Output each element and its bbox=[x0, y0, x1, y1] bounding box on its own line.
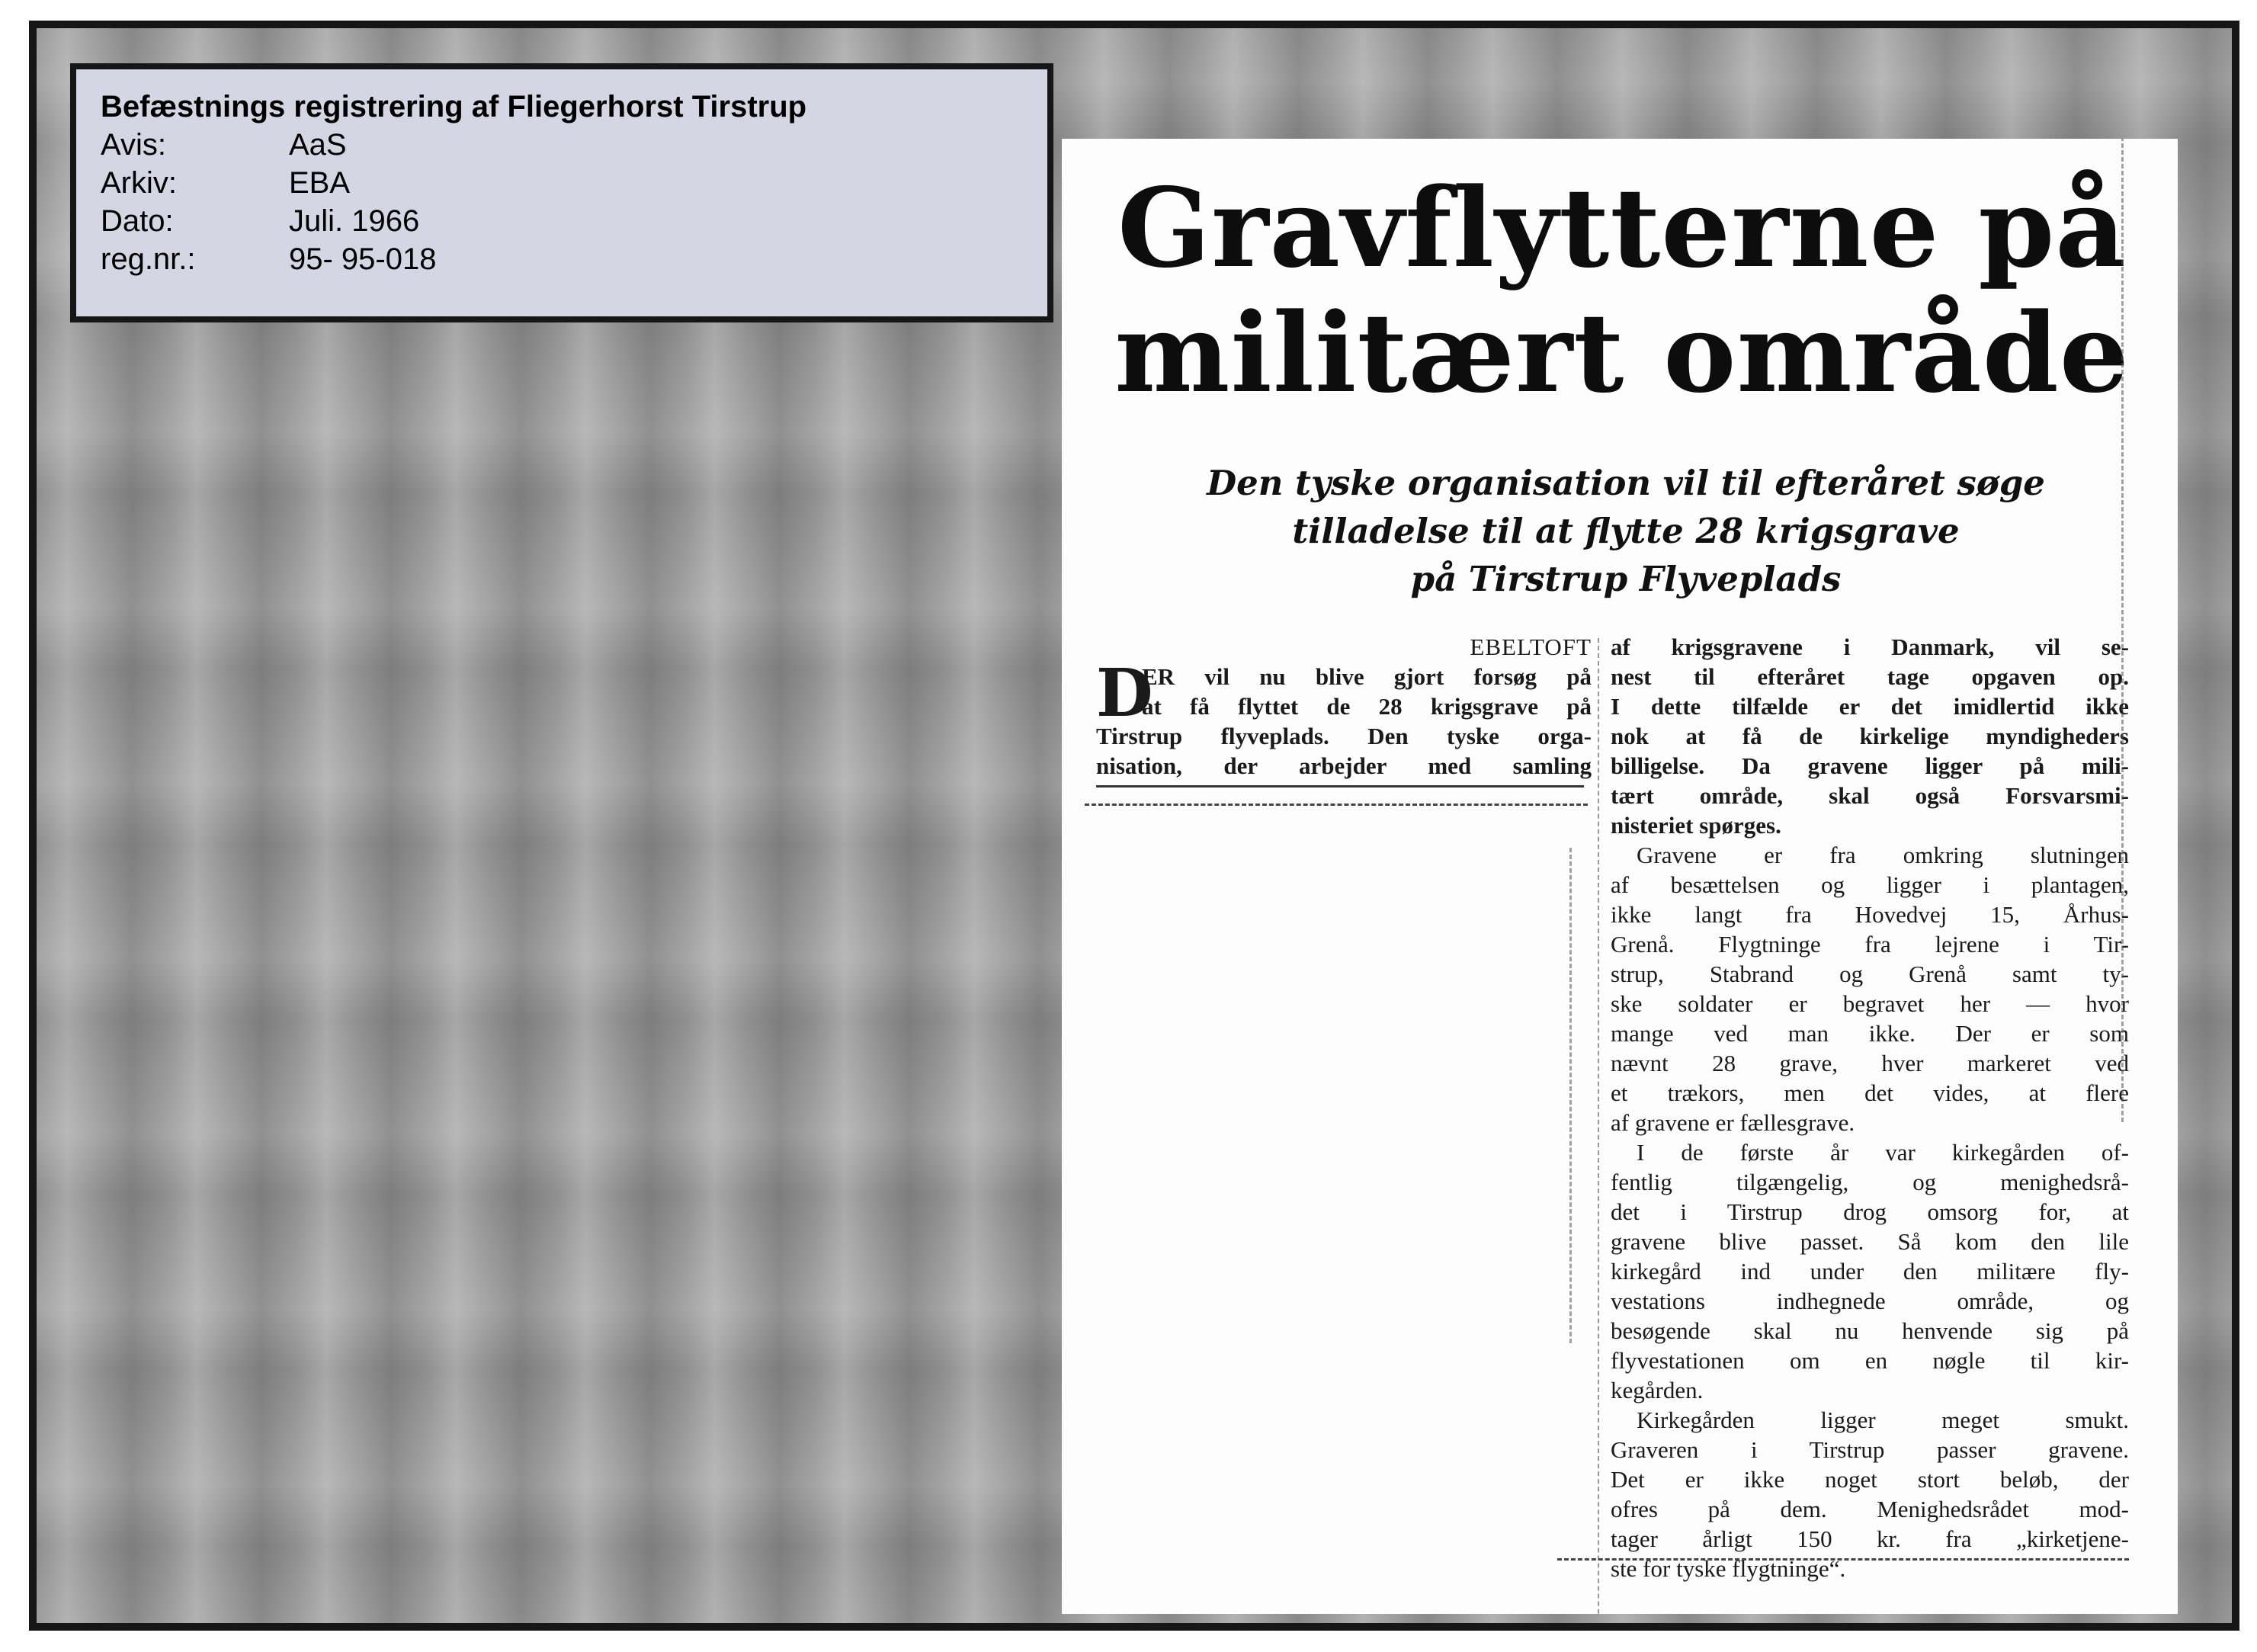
drop-cap: D bbox=[1096, 655, 1153, 732]
text-line: det i Tirstrup drog omsorg for, at bbox=[1611, 1198, 2129, 1225]
headline-line: militært område bbox=[1114, 289, 2130, 417]
headline-line: Gravflytterne på bbox=[1117, 164, 2127, 292]
text-line: kegården. bbox=[1611, 1377, 1704, 1403]
info-value: EBA bbox=[289, 166, 351, 200]
text-line: Grenå. Flygtninge fra lejrene i Tir- bbox=[1611, 931, 2129, 958]
text-line: af besættelsen og ligger i plantagen, bbox=[1611, 871, 2129, 898]
newspaper-clipping bbox=[1062, 139, 2178, 1614]
text-line: Gravene er fra omkring slutningen bbox=[1637, 842, 2129, 868]
text-line: ofres på dem. Menighedsrådet mod- bbox=[1611, 1496, 2129, 1522]
info-value: AaS bbox=[289, 128, 347, 162]
column-rule-dashed bbox=[1085, 804, 1588, 806]
text-line: strup, Stabrand og Grenå samt ty- bbox=[1611, 961, 2129, 987]
subhead-line: på Tirstrup Flyveplads bbox=[1410, 559, 1842, 599]
article-headline bbox=[1092, 165, 2152, 415]
text-line: nisation, der arbejder med samling bbox=[1096, 752, 1592, 779]
margin-marks bbox=[2121, 139, 2127, 1122]
info-row-arkiv bbox=[101, 164, 1024, 202]
article-subheading bbox=[1130, 459, 2121, 603]
text-line: mange ved man ikke. Der er som bbox=[1611, 1020, 2129, 1047]
text-line: tært område, skal også Forsvarsmi- bbox=[1611, 782, 2129, 809]
subhead-line: Den tyske organisation vil til efteråret søge bbox=[1207, 463, 2045, 503]
info-label: Avis: bbox=[101, 128, 166, 162]
text-line: nisteriet spørges. bbox=[1611, 812, 1781, 839]
text-line: fentlig tilgængelig, og menighedsrå- bbox=[1611, 1169, 2129, 1195]
text-line: et trækors, men det vides, at flere bbox=[1611, 1079, 2129, 1106]
text-line: ste for tyske flygtninge“. bbox=[1611, 1555, 1846, 1582]
text-line: af gravene er fællesgrave. bbox=[1611, 1109, 1855, 1136]
info-label: reg.nr.: bbox=[101, 242, 196, 276]
text-line: vestations indhegnede område, og bbox=[1611, 1288, 2129, 1314]
info-value: 95- 95-018 bbox=[289, 242, 437, 276]
text-line: ikke langt fra Hovedvej 15, Århus- bbox=[1611, 901, 2129, 928]
article-dateline: EBELTOFT bbox=[1470, 634, 1592, 660]
text-line: tager årligt 150 kr. fra „kirketjene- bbox=[1611, 1525, 2129, 1552]
text-line: Det er ikke noget stort beløb, der bbox=[1611, 1466, 2129, 1493]
text-line: nest til efteråret tage opgaven op. bbox=[1611, 663, 2129, 690]
info-row-regnr bbox=[101, 240, 1024, 278]
text-line: at få flyttet de 28 krigsgrave på bbox=[1142, 693, 1592, 720]
registration-info-box bbox=[70, 63, 1053, 322]
margin-marks bbox=[1569, 848, 1575, 1343]
info-value: Juli. 1966 bbox=[289, 204, 420, 238]
text-line: ER vil nu blive gjort forsøg på bbox=[1142, 663, 1592, 690]
text-line: Tirstrup flyveplads. Den tyske orga- bbox=[1096, 723, 1592, 749]
text-line: besøgende skal nu henvende sig på bbox=[1611, 1317, 2129, 1344]
info-row-dato bbox=[101, 202, 1024, 240]
lead-paragraph bbox=[1096, 655, 1592, 781]
registration-heading: Befæstnings registrering af Fliegerhorst Tirstrup bbox=[101, 90, 807, 123]
text-line: billigelse. Da gravene ligger på mili- bbox=[1611, 752, 2129, 779]
text-line: nævnt 28 grave, hver markeret ved bbox=[1611, 1050, 2129, 1076]
info-label: Arkiv: bbox=[101, 166, 177, 200]
column-rule bbox=[1096, 785, 1584, 788]
text-line: gravene blive passet. Så kom den lile bbox=[1611, 1228, 2129, 1255]
text-line: I dette tilfælde er det imidlertid ikke bbox=[1611, 693, 2129, 720]
info-row-avis bbox=[101, 126, 1024, 164]
text-line: af krigsgravene i Danmark, vil se- bbox=[1611, 634, 2129, 660]
text-line: kirkegård ind under den militære fly- bbox=[1611, 1258, 2129, 1285]
text-line: Kirkegården ligger meget smukt. bbox=[1637, 1407, 2129, 1433]
text-line: Graveren i Tirstrup passer gravene. bbox=[1611, 1436, 2129, 1463]
column-divider bbox=[1598, 638, 1601, 1614]
text-line: ske soldater er begravet her — hvor bbox=[1611, 990, 2129, 1017]
scan-background bbox=[29, 21, 2239, 1631]
text-line: flyvestationen om en nøgle til kir- bbox=[1611, 1347, 2129, 1374]
article-column-right bbox=[1611, 632, 2129, 1583]
bottom-rule-dashed bbox=[1557, 1558, 2129, 1561]
info-label: Dato: bbox=[101, 204, 174, 238]
subhead-line: tilladelse til at flytte 28 krigsgrave bbox=[1292, 511, 1960, 551]
article-column-left bbox=[1096, 632, 1592, 781]
text-line: I de første år var kirkegården of- bbox=[1637, 1139, 2129, 1166]
text-line: nok at få de kirkelige myndigheders bbox=[1611, 723, 2129, 749]
